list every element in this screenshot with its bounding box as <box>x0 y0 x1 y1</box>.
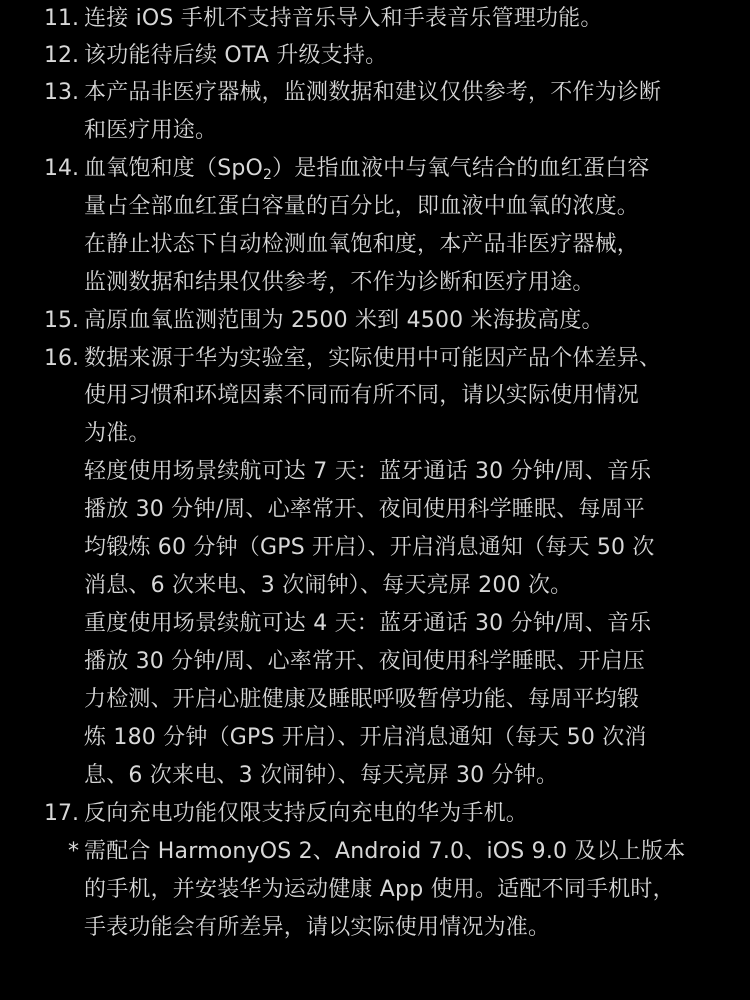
heavy-usage-line-2: 播放 30 分钟/周、心率常开、夜间使用科学睡眠、开启压 <box>84 649 645 674</box>
note-15-number: 15. <box>44 308 79 333</box>
note-14-line-4: 监测数据和结果仅供参考，不作为诊断和医疗用途。 <box>84 270 595 295</box>
note-14-line-1 <box>84 150 650 188</box>
note-16-number: 16. <box>44 346 79 371</box>
note-14-line-1-post: ）是指血液中与氧气结合的血红蛋白容 <box>272 156 650 181</box>
footnote-line-3: 手表功能会有所差异，请以实际使用情况为准。 <box>84 915 551 940</box>
note-13-line-1: 本产品非医疗器械，监测数据和建议仅供参考，不作为诊断 <box>84 80 662 105</box>
note-17-number: 17. <box>44 801 79 826</box>
light-usage-line-3: 均锻炼 60 分钟（GPS 开启）、开启消息通知（每天 50 次 <box>84 535 655 560</box>
note-13-number: 13. <box>44 80 79 105</box>
light-usage-line-4: 消息、6 次来电、3 次闹钟）、每天亮屏 200 次。 <box>84 573 573 598</box>
footnote-asterisk: * <box>68 839 79 864</box>
note-17-line-1: 反向充电功能仅限支持反向充电的华为手机。 <box>84 801 529 826</box>
heavy-usage-line-1: 重度使用场景续航可达 4 天：蓝牙通话 30 分钟/周、音乐 <box>84 611 652 636</box>
note-14-line-3: 在静止状态下自动检测血氧饱和度，本产品非医疗器械， <box>84 232 640 257</box>
note-16-line-1: 数据来源于华为实验室，实际使用中可能因产品个体差异、 <box>84 346 662 371</box>
note-12-line-1: 该功能待后续 OTA 升级支持。 <box>84 43 388 68</box>
light-usage-line-2: 播放 30 分钟/周、心率常开、夜间使用科学睡眠、每周平 <box>84 497 645 522</box>
footnote-line-2: 的手机，并安装华为运动健康 App 使用。适配不同手机时， <box>84 877 675 902</box>
footnote-line-1: 需配合 HarmonyOS 2、Android 7.0、iOS 9.0 及以上版本 <box>84 839 686 864</box>
note-14-number: 14. <box>44 156 79 181</box>
note-14-line-2: 量占全部血红蛋白容量的百分比，即血液中血氧的浓度。 <box>84 194 640 219</box>
note-12-number: 12. <box>44 43 79 68</box>
note-16-line-2: 使用习惯和环境因素不同而有所不同，请以实际使用情况 <box>84 383 640 408</box>
note-13-line-2: 和医疗用途。 <box>84 118 218 143</box>
heavy-usage-line-4: 炼 180 分钟（GPS 开启）、开启消息通知（每天 50 次消 <box>84 725 647 750</box>
heavy-usage-line-3: 力检测、开启心脏健康及睡眠呼吸暂停功能、每周平均锻 <box>84 687 640 712</box>
note-14-subscript: 2 <box>263 167 273 183</box>
note-11-number: 11. <box>44 6 79 31</box>
note-14-line-1-pre: 血氧饱和度（SpO <box>84 156 264 181</box>
light-usage-line-1: 轻度使用场景续航可达 7 天：蓝牙通话 30 分钟/周、音乐 <box>84 459 652 484</box>
note-16-line-3: 为准。 <box>84 421 151 446</box>
heavy-usage-line-5: 息、6 次来电、3 次闹钟）、每天亮屏 30 分钟。 <box>84 763 559 788</box>
note-11-line-1: 连接 iOS 手机不支持音乐导入和手表音乐管理功能。 <box>84 6 603 31</box>
note-15-line-1: 高原血氧监测范围为 2500 米到 4500 米海拔高度。 <box>84 308 604 333</box>
